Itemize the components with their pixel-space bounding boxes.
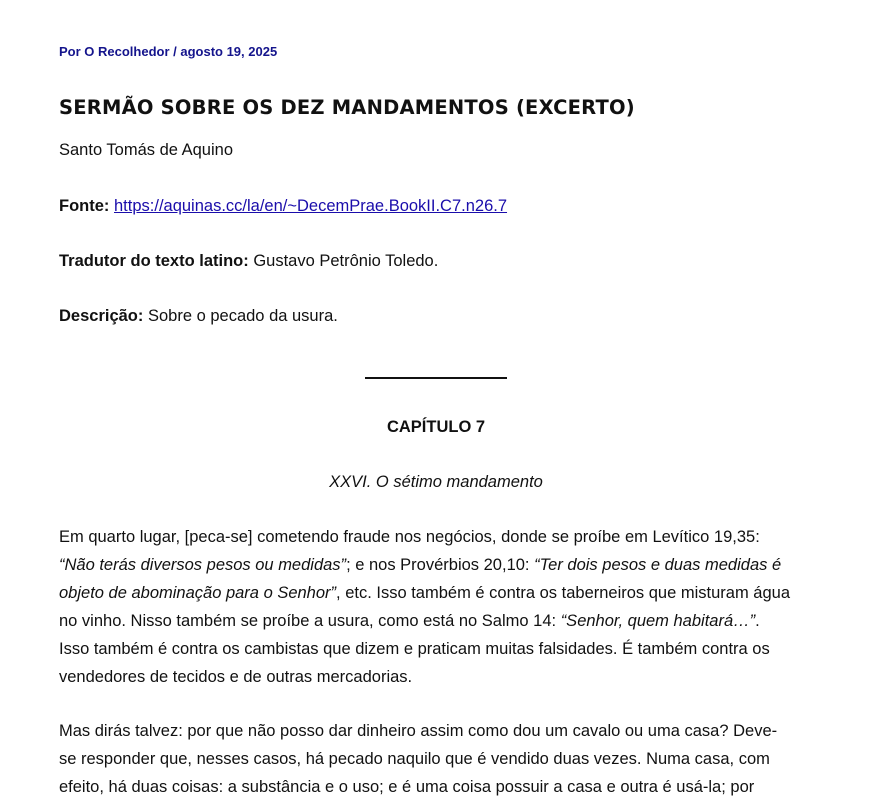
- paragraph-line: [59, 579, 819, 607]
- quote-text: “Não terás diversos pesos ou medidas”: [59, 556, 347, 574]
- description-line: [59, 307, 338, 326]
- description-label: Descrição:: [59, 307, 144, 325]
- paragraph-line: [59, 551, 819, 579]
- source-link[interactable]: https://aquinas.cc/la/en/~DecemPrae.BookII.C7.n26.7: [114, 197, 508, 215]
- post-meta: Por O Recolhedor / agosto 19, 2025: [59, 44, 278, 59]
- section-divider: [365, 377, 507, 379]
- paragraph-line: Em quarto lugar, [peca-se] cometendo fraude nos negócios, donde se proíbe em Levítico 19,35:: [59, 528, 760, 546]
- body-paragraph-2: [59, 717, 819, 800]
- page-title: SERMÃO SOBRE OS DEZ MANDAMENTOS (EXCERTO): [59, 96, 635, 119]
- quote-text: “Ter dois pesos e duas medidas é: [534, 556, 782, 574]
- paragraph-text: , etc. Isso também é contra os taberneiros que misturam água: [336, 584, 790, 602]
- quote-text: “Senhor, quem habitará…”: [560, 612, 756, 630]
- paragraph-line: Isso também é contra os cambistas que dizem e praticam muitas falsidades. É também contra os: [59, 640, 770, 658]
- paragraph-line: vendedores de tecidos e de outras mercadorias.: [59, 668, 413, 686]
- paragraph-text: ; e nos Provérbios 20,10:: [346, 556, 535, 574]
- paragraph-line: [59, 607, 819, 635]
- paragraph-text: no vinho. Nisso também se proíbe a usura, como está no Salmo 14:: [59, 612, 561, 630]
- source-label: Fonte:: [59, 197, 110, 215]
- quote-text: objeto de abominação para o Senhor”: [59, 584, 337, 602]
- source-line: [59, 197, 507, 216]
- translator-line: [59, 252, 438, 271]
- description-text: Sobre o pecado da usura.: [143, 307, 338, 325]
- author-line: Santo Tomás de Aquino: [59, 141, 233, 159]
- translator-name: Gustavo Petrônio Toledo.: [248, 252, 439, 270]
- paragraph-text: .: [755, 612, 760, 630]
- paragraph-line: se responder que, nesses casos, há pecado naquilo que é vendido duas vezes. Numa casa, com: [59, 750, 770, 768]
- paragraph-line: efeito, há duas coisas: a substância e o uso; e é uma coisa possuir a casa e outra é usá-la; por: [59, 778, 755, 796]
- body-paragraph-1: [59, 523, 819, 691]
- chapter-heading: CAPÍTULO 7: [386, 418, 486, 436]
- section-heading: XXVI. O sétimo mandamento: [329, 473, 543, 491]
- paragraph-line: Mas dirás talvez: por que não posso dar dinheiro assim como dou um cavalo ou uma casa? Deve-: [59, 722, 778, 740]
- translator-label: Tradutor do texto latino:: [59, 252, 249, 270]
